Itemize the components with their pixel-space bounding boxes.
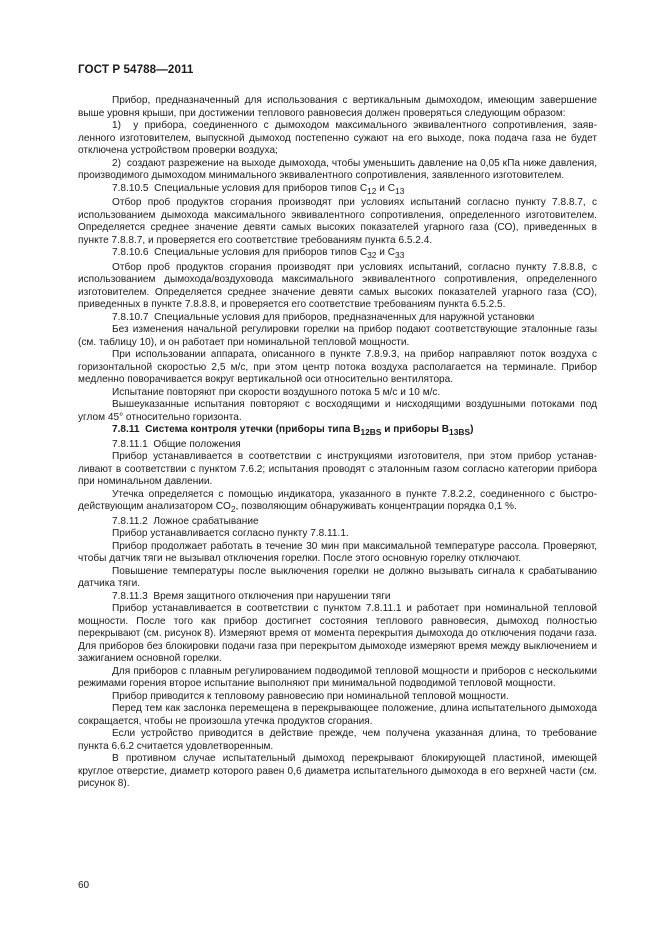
paragraph: Если устройство приводится в действие прежде, чем получена указанная длина, то требование пункта 6.6.2 считается удовлетворенным.: [78, 728, 597, 752]
page-number: 60: [78, 880, 90, 891]
paragraph: Прибор устанавливается в соответствии с пунктом 7.8.11.1 и работает при номинальной тепловой мощности. После того как прибор достигнет состояния теплового равновесия, дымоход полностью перекрывают (см. рисунок 8). Измеряют время от момента перекрытия дымохода до отключения подачи газа. Для приборов без блокировки подачи газа при перекрытом дымоходе измеряют время между выключением и зажиганием основной горелки.: [78, 603, 597, 665]
section-heading: 7.8.10.6 Специальные условия для приборов типов $C_{32}$ и $C_{33}$: [112, 247, 405, 261]
paragraph: Вышеуказанные испытания повторяют с восходящими и нисходящими воздушными потоками под углом 45° относительно горизонта.: [78, 399, 597, 423]
paragraph: Перед тем как заслонка перемещена в перекрывающее положение, длина испытательного дымохода сокращается, чтобы не произошла утечка продуктов сгорания.: [78, 703, 597, 727]
paragraph: Прибор, предназначенный для использования с вертикальным дымоходом, имеющим завершение выше уровня крыши, при достижении теплового равновесия должен проверяться следующим образом:: [78, 95, 597, 119]
paragraph: Утечка определяется с помощью индикатора, указанного в пункте 7.8.2.2, соединенного с быстродействующим анализатором $CO_2$, позволяющим обнаруживать концентрации порядка 0,1 %.: [78, 488, 597, 515]
section-heading: 7.8.11 Система контроля утечки (приборы типа $B_{12BS}$ и приборы $B_{13BS}$): [112, 424, 474, 438]
section-heading: 7.8.10.7 Специальные условия для приборов, предназначенных для наружной установки: [112, 311, 535, 323]
paragraph: Повышение температуры после выключения горелки не должно вызывать сигнала к срабатыванию датчика тяги.: [78, 565, 597, 590]
section-heading: 7.8.11.3 Время защитного отключения при нарушении тяги: [112, 590, 391, 602]
paragraph: Прибор устанавливается в соответствии с инструкциями изготовителя, при этом прибор устанавливают в соответствии с пунктом 7.6.2; испытания проводят с эталонным газом согласно категории прибора при номинальном давлении.: [78, 451, 597, 488]
section-heading: 7.8.10.5 Специальные условия для приборов типов $C_{12}$ и $C_{13}$: [112, 182, 405, 196]
paragraph: При использовании аппарата, описанного в пункте 7.8.9.3, на прибор направляют поток воздуха с горизонтальной скоростью 2,5 м/с, при этом центр потока воздуха располагается на терминале. Прибор медленно поворачивается вокруг вертикальной оси относительно вентилятора.: [78, 349, 597, 386]
paragraph: Испытание повторяют при скорости воздушного потока 5 м/с и 10 м/с.: [112, 386, 441, 398]
paragraph: 2) создают разрежение на выходе дымохода, чтобы уменьшить давление на 0,05 кПа ниже давления, производимого дымоходом минимального эквивалентного сопротивления, заявленного изготовителем.: [78, 157, 597, 181]
section-heading: 7.8.11.1 Общие положения: [112, 438, 241, 450]
paragraph: Для приборов с плавным регулированием подводимой тепловой мощности и приборов с несколькими режимами горения второе испытание выполняют при минимальной подводимой тепловой мощности.: [78, 665, 597, 690]
document-body: [78, 95, 597, 791]
paragraph: Без изменения начальной регулировки горелки на прибор подают соответствующие эталонные газы (см. таблицу 10), и он работает при номинальной тепловой мощности.: [78, 324, 597, 348]
paragraph: Отбор проб продуктов сгорания производят при условиях испытаний согласно пункту 7.8.8.7, с использованием дымохода максимального эквивалентного сопротивления, определенного изготовителем. Определяется среднее значение девяти самых высоких показателей угарного газа (СО), приведенных в пункте 7.8.8.7, и проверяется его соответствие требованиям пункта 6.5.2.4.: [78, 197, 597, 246]
paragraph: 1) у прибора, соединенного с дымоходом максимального эквивалентного сопротивления, заявленного изготовителем, выпускной дымоход постепенно сужают на его выходе, пока подача газа не будет отключена устройством проверки воздуха;: [78, 120, 597, 156]
section-heading: 7.8.11.2 Ложное срабатывание: [112, 515, 259, 527]
paragraph: Прибор приводится к тепловому равновесию при номинальной тепловой мощности.: [112, 690, 509, 702]
paragraph: Прибор продолжает работать в течение 30 мин при максимальной температуре рассола. Проверяют, чтобы датчик тяги не вызывал отключения горелки. После этого основную горелку отключают.: [78, 540, 597, 565]
document-header: ГОСТ Р 54788—2011: [78, 63, 194, 76]
paragraph: В противном случае испытательный дымоход перекрывают блокирующей пластиной, имеющей круглое отверстие, диаметр которого равен 0,6 диаметра испытательного дымохода в его верхней части (см. рисунок 8).: [78, 753, 597, 790]
paragraph: Прибор устанавливается согласно пункту 7.8.11.1.: [112, 528, 349, 540]
paragraph: Отбор проб продуктов сгорания производят при условиях испытаний, согласно пункту 7.8.8.8, с использованием дымохода/воздуховода максимального эквивалентного сопротивления, определенного изготовителем. Определяется среднее значение девяти самых высоких показателей угарного газа (СО), приведенных в пункте 7.8.8.8, и проверяется его соответствие требованиям пункта 6.5.2.5.: [78, 261, 597, 311]
